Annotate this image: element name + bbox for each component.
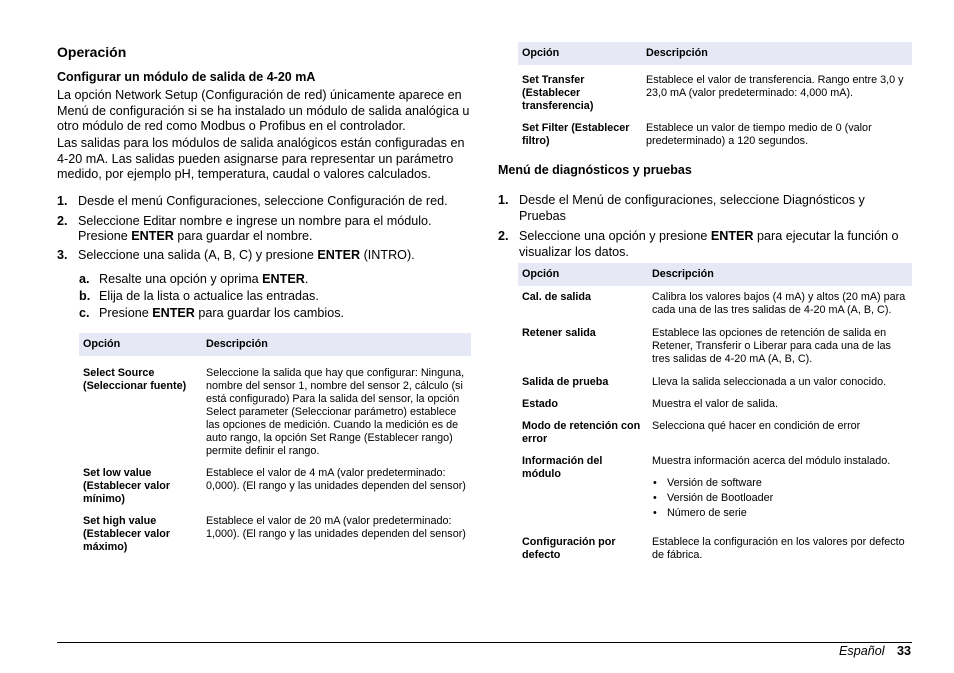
- description-cell: [648, 446, 912, 521]
- step-text: Seleccione Editar nombre e ingrese un nombre para el módulo. Presione: [78, 213, 432, 243]
- description-cell: Establece el valor de 4 mA (valor predeterminado: 0,000). (El rango y las unidades dependen del sensor): [206, 467, 466, 492]
- description-cell: Lleva la salida seleccionada a un valor conocido.: [652, 376, 887, 388]
- option-cell: Select Source (Seleccionar fuente): [83, 367, 187, 392]
- step-text: Seleccione una opción y presione: [519, 229, 711, 243]
- option-cell: Set Filter (Establecer filtro): [522, 122, 630, 147]
- step-number: 1.: [498, 193, 509, 207]
- footer-language: Español: [839, 644, 885, 658]
- column-header-description: Descripción: [648, 263, 912, 286]
- config-steps: [57, 194, 471, 263]
- list-item: • Versión de software: [667, 476, 908, 491]
- table-header-row: [518, 42, 912, 65]
- substep-text-tail: .: [304, 272, 309, 286]
- table-row: [79, 356, 471, 458]
- paragraph-network-setup: La opción Network Setup (Configuración de red) únicamente aparece en Menú de configuración si se ha instalado un módulo de salida analógica u otro módulo de red como Modbus o Profibus en el controlador.: [57, 88, 470, 133]
- option-cell: Cal. de salida: [522, 291, 592, 303]
- module-info-list: [652, 476, 908, 521]
- step-keyword: ENTER: [710, 229, 754, 243]
- substep-text: Resalte una opción y oprima: [99, 272, 263, 286]
- description-cell: Establece la configuración en los valores por defecto de fábrica.: [652, 536, 905, 561]
- step-text: Desde el menú Configuraciones, seleccione Configuración de red.: [78, 194, 448, 208]
- description-cell: Establece el valor de transferencia. Rango entre 3,0 y 23,0 mA (valor predeterminado: 4,000 mA).: [646, 74, 904, 99]
- substep-item: [79, 288, 471, 305]
- description-cell: Calibra los valores bajos (4 mA) y altos (20 mA) para cada una de las tres salidas de 4-20 mA (A, B, C).: [652, 291, 906, 316]
- substep-letter: b.: [79, 289, 91, 303]
- table-row: [518, 389, 912, 411]
- substep-item: [79, 271, 471, 288]
- substep-letter: c.: [79, 306, 90, 320]
- table-row: [518, 521, 912, 562]
- description-text: Muestra información acerca del módulo instalado.: [652, 455, 891, 467]
- description-cell: Establece las opciones de retención de salida en Retener, Transferir o Liberar para cada una de las tres salidas de 4-20 mA (A, B, C).: [652, 327, 891, 365]
- description-cell: Establece un valor de tiempo medio de 0 (valor predeterminado) a 120 segundos.: [646, 122, 872, 147]
- column-header-option: Opción: [79, 333, 202, 356]
- option-cell: Información del módulo: [522, 455, 603, 480]
- substep-item: [79, 305, 471, 322]
- column-header-option: Opción: [518, 42, 642, 65]
- step-item: [57, 248, 471, 264]
- table-row: [518, 317, 912, 366]
- table-row: [518, 366, 912, 389]
- step-number: 2.: [498, 229, 509, 243]
- option-cell: Configuración por defecto: [522, 536, 616, 561]
- step-number: 3.: [57, 247, 68, 262]
- table-row: [518, 446, 912, 521]
- table-row: [518, 286, 912, 317]
- section-heading: Operación: [57, 44, 127, 60]
- description-cell: Muestra el valor de salida.: [652, 398, 779, 410]
- step-text: Desde el Menú de configuraciones, seleccione Diagnósticos y Pruebas: [519, 193, 865, 223]
- diagnostic-steps: [498, 193, 912, 260]
- step-text-tail: para ejecutar la función o visualizar los datos.: [519, 229, 899, 259]
- page-number: 33: [897, 644, 912, 658]
- list-item: • Número de serie: [667, 506, 908, 521]
- step-item: [57, 214, 471, 245]
- option-cell: Modo de retención con error: [522, 420, 641, 445]
- subsection-heading: Menú de diagnósticos y pruebas: [498, 163, 692, 177]
- table-row: [79, 506, 471, 554]
- table-row: [518, 65, 912, 113]
- step-keyword: ENTER: [131, 229, 174, 243]
- step-item: [498, 193, 912, 224]
- table-row: [518, 411, 912, 446]
- table-header-row: [518, 263, 912, 286]
- substep-text: Presione: [99, 306, 153, 320]
- paragraph-outputs: Las salidas para los módulos de salida analógicos están configuradas en 4-20 mA. Las salidas pueden asignarse para representar un parámetro medido, por ejemplo pH, temperatura, caudal o valores calculados.: [57, 136, 465, 181]
- column-header-description: Descripción: [642, 42, 912, 65]
- option-cell: Salida de prueba: [522, 376, 609, 388]
- step-item: [498, 229, 912, 260]
- substep-text: Elija de la lista o actualice las entradas.: [99, 289, 319, 303]
- step-text: Seleccione una salida (A, B, C) y presione: [78, 247, 318, 262]
- option-cell: Set high value (Establecer valor máximo): [83, 515, 171, 553]
- option-cell: Estado: [522, 398, 558, 410]
- step-text-tail: para guardar el nombre.: [173, 229, 313, 243]
- option-cell: Set low value (Establecer valor mínimo): [83, 467, 171, 505]
- output-options-table: [79, 333, 471, 554]
- transfer-filter-table: [518, 42, 912, 148]
- diagnostics-table: [518, 263, 912, 562]
- table-header-row: [79, 333, 471, 356]
- step-keyword: ENTER: [317, 247, 361, 262]
- column-header-option: Opción: [518, 263, 648, 286]
- step-text-tail: (INTRO).: [360, 247, 415, 262]
- option-cell: Set Transfer (Establecer transferencia): [522, 74, 594, 112]
- substep-keyword: ENTER: [262, 272, 305, 286]
- table-row: [79, 458, 471, 506]
- substep-keyword: ENTER: [152, 306, 195, 320]
- option-cell: Retener salida: [522, 327, 596, 339]
- description-cell: Seleccione la salida que hay que configurar: Ninguna, nombre del sensor 1, nombre del sensor 2, cálculo (si está configurado) Para la salida del sensor, la opción Select parameter (Seleccionar parámetro) establece las opciones de medición. Cuando la medición es de auto rango, la opción Set Range (Establecer rango) permite definir el rango.: [206, 367, 465, 457]
- substep-text-tail: para guardar los cambios.: [194, 306, 345, 320]
- subsection-heading: Configurar un módulo de salida de 4-20 mA: [57, 70, 316, 84]
- step-number: 2.: [57, 213, 68, 228]
- description-cell: Selecciona qué hacer en condición de error: [652, 420, 861, 432]
- step-item: [57, 194, 471, 210]
- substep-letter: a.: [79, 272, 90, 286]
- table-row: [518, 113, 912, 148]
- footer-divider: [57, 642, 912, 643]
- list-item: • Versión de Bootloader: [667, 491, 908, 506]
- config-substeps: [79, 271, 471, 322]
- description-cell: Establece el valor de 20 mA (valor predeterminado: 1,000). (El rango y las unidades dependen del sensor): [206, 515, 466, 540]
- column-header-description: Descripción: [202, 333, 471, 356]
- step-number: 1.: [57, 194, 68, 208]
